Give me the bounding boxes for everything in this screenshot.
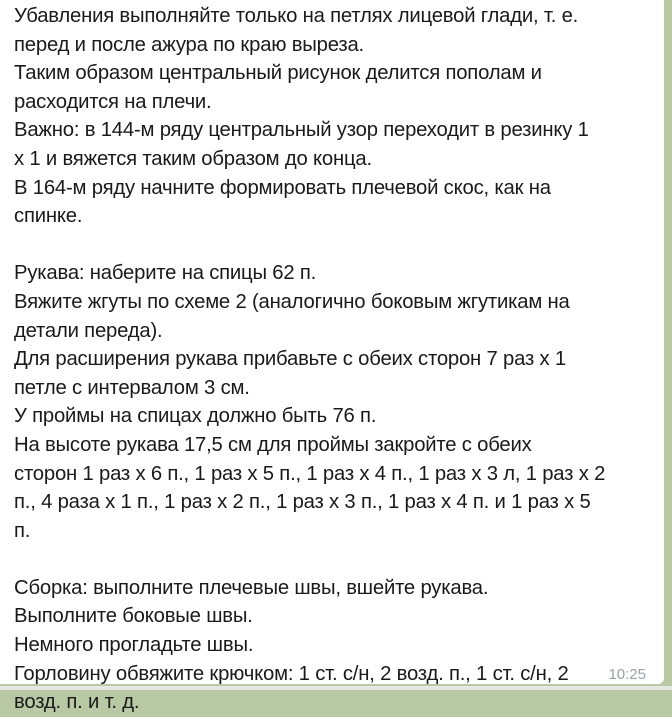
- message-line: [14, 545, 605, 574]
- message-line: возд. п. и т. д.: [14, 691, 140, 714]
- message-line: Выполните боковые швы.: [14, 605, 253, 628]
- chat-bottom-edge: [0, 686, 672, 690]
- message-line: расходится на плечи.: [14, 90, 212, 113]
- message-line: У проймы на спицах должно быть 76 п.: [14, 405, 377, 428]
- message-line: В 164-м ряду начните формировать плечевой скос, как на: [14, 176, 551, 199]
- message-line: детали переда).: [14, 319, 163, 342]
- message-text: [14, 2, 605, 717]
- message-line: сторон 1 раз х 6 п., 1 раз х 5 п., 1 раз х 4 п., 1 раз х 3 л, 1 раз х 2: [14, 462, 606, 485]
- message-line: п., 4 раза х 1 п., 1 раз х 2 п., 1 раз х 3 п., 1 раз х 4 п. и 1 раз х 5: [14, 491, 591, 514]
- message-line: перед и после ажура по краю выреза.: [14, 33, 364, 56]
- message-line: Немного прогладьте швы.: [14, 634, 254, 657]
- message-line: [14, 231, 605, 260]
- message-line: спинке.: [14, 205, 83, 228]
- message-line: На высоте рукава 17,5 см для проймы закройте с обеих: [14, 433, 532, 456]
- message-line: Убавления выполняйте только на петлях лицевой глади, т. е.: [14, 5, 579, 27]
- message-line: Таким образом центральный рисунок делится пополам и: [14, 62, 542, 85]
- message-line: х 1 и вяжется таким образом до конца.: [14, 147, 372, 170]
- message-line: Горловину обвяжите крючком: 1 ст. с/н, 2 возд. п., 1 ст. с/н, 2: [14, 662, 569, 685]
- message-line: петле с интервалом 3 см.: [14, 376, 250, 399]
- message-line: Важно: в 144-м ряду центральный узор переходит в резинку 1: [14, 119, 589, 142]
- message-line: Сборка: выполните плечевые швы, вшейте рукава.: [14, 576, 489, 599]
- message-line: Вяжите жгуты по схеме 2 (аналогично боковым жгутикам на: [14, 290, 570, 313]
- message-line: Для расширения рукава прибавьте с обеих сторон 7 раз х 1: [14, 348, 566, 371]
- message-line: п.: [14, 519, 31, 542]
- message-timestamp: 10:25: [608, 666, 646, 683]
- message-line: Рукава: наберите на спицы 62 п.: [14, 262, 317, 285]
